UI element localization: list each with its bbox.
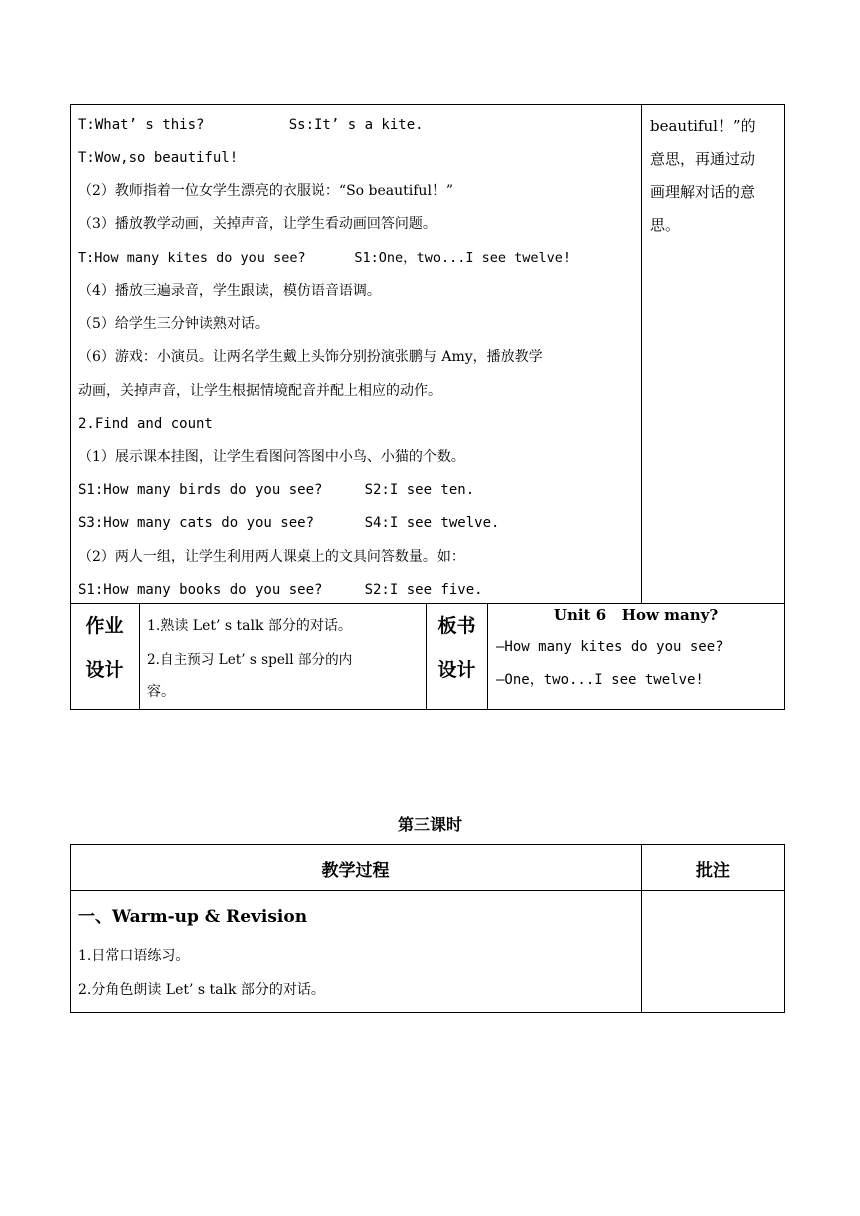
lesson-line: （5）给学生三分钟读熟对话。 <box>78 316 269 332</box>
table-divider <box>641 104 642 604</box>
section-title: 第三课时 <box>397 815 462 834</box>
board-line: —One，two...I see twelve! <box>496 672 704 688</box>
lesson-line: 动画，关掉声音，让学生根据情境配音并配上相应的动作。 <box>78 383 442 399</box>
lesson-line: （3）播放教学动画，关掉声音，让学生看动画回答问题。 <box>78 216 437 232</box>
homework-item: 容。 <box>147 684 175 700</box>
lesson-line: （2）两人一组，让学生利用两人课桌上的文具问答数量。如： <box>78 549 465 565</box>
homework-item: 2.自主预习 Let’ s spell 部分的内 <box>147 652 353 668</box>
board-heading: Unit 6 How many? <box>553 606 719 624</box>
annotation-line: beautiful！”的 <box>650 117 756 135</box>
homework-label-line: 设计 <box>85 659 124 681</box>
board-label-line: 板书 <box>437 615 476 637</box>
lesson-line: （2）教师指着一位女学生漂亮的衣服说：“So beautiful！” <box>78 183 454 199</box>
lesson-line: S1:How many birds do you see? S2:I see ten. <box>78 482 475 498</box>
lesson-line: T:How many kites do you see? S1:One，two...I see twelve! <box>78 250 572 266</box>
lesson-line: T:What’ s this? Ss:It’ s a kite. <box>78 117 424 133</box>
board-label-line: 设计 <box>437 659 476 681</box>
lesson-line: S3:How many cats do you see? S4:I see twelve. <box>78 515 500 531</box>
step-item: 1.日常口语练习。 <box>78 948 190 964</box>
annotation-line: 意思，再通过动 <box>650 150 756 168</box>
annotation-line: 画理解对话的意 <box>650 183 756 201</box>
lesson-line: S1:How many books do you see? S2:I see five. <box>78 582 483 598</box>
header-process: 教学过程 <box>321 861 390 881</box>
table-divider <box>139 603 140 710</box>
lesson-line: （4）播放三遍录音，学生跟读，模仿语音语调。 <box>78 283 381 299</box>
homework-item: 1.熟读 Let’ s talk 部分的对话。 <box>147 618 352 634</box>
homework-label-line: 作业 <box>85 615 124 637</box>
table-divider <box>70 890 785 891</box>
lesson-line: 2.Find and count <box>78 416 213 432</box>
step-item: 2.分角色朗读 Let’ s talk 部分的对话。 <box>78 982 325 998</box>
homework-label <box>70 604 139 692</box>
step-title: 一、Warm-up & Revision <box>78 907 308 927</box>
lesson-line: T:Wow,so beautiful! <box>78 150 239 166</box>
board-label <box>426 604 487 692</box>
lesson-line: （1）展示课本挂图，让学生看图问答图中小鸟、小猫的个数。 <box>78 449 465 465</box>
lesson-line: （6）游戏：小演员。让两名学生戴上头饰分别扮演张鹏与 Amy，播放教学 <box>78 349 543 365</box>
annotation-line: 思。 <box>650 216 681 234</box>
header-notes: 批注 <box>696 861 730 881</box>
board-line: —How many kites do you see? <box>496 639 724 655</box>
